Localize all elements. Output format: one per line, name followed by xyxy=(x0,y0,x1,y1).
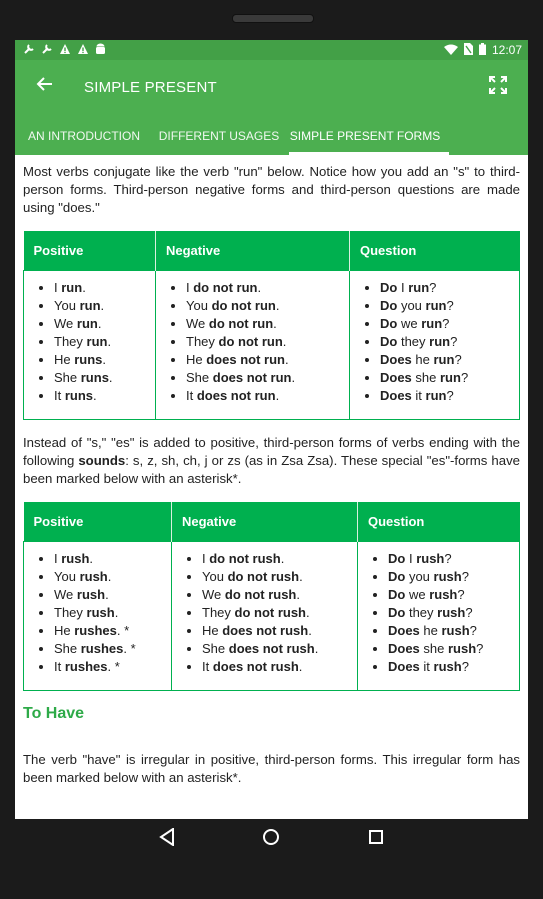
list-item xyxy=(388,568,513,586)
verb-form: does not run xyxy=(206,352,285,367)
word: . xyxy=(314,641,319,656)
list-item xyxy=(54,369,149,387)
status-bar xyxy=(15,40,528,60)
column-header: Positive xyxy=(24,231,156,271)
word: ? xyxy=(450,334,458,349)
verb-form: rush xyxy=(76,587,106,602)
verb-form: run xyxy=(433,352,455,367)
list-item xyxy=(186,351,343,369)
list-item xyxy=(54,622,165,640)
word: she xyxy=(411,370,440,385)
wrench-icon xyxy=(23,43,35,57)
word: . xyxy=(105,587,109,602)
verb-form: run xyxy=(425,298,447,313)
word: it xyxy=(419,659,434,674)
list-item xyxy=(54,351,149,369)
word: It xyxy=(54,388,65,403)
word: . * xyxy=(123,641,136,656)
list-item xyxy=(186,387,343,405)
verb-form: Do xyxy=(388,569,406,584)
list-item xyxy=(54,586,165,604)
list-item xyxy=(54,315,149,333)
battery-icon xyxy=(479,43,486,57)
verb-form: rush xyxy=(441,623,470,638)
word: . xyxy=(275,388,280,403)
list-item xyxy=(388,658,513,676)
verb-form: Does xyxy=(380,352,412,367)
verb-form: run xyxy=(79,298,101,313)
verb-form: runs xyxy=(74,352,103,367)
verb-form: Do xyxy=(388,605,406,620)
verb-form: run xyxy=(408,280,430,295)
verb-form: do not rush xyxy=(234,605,307,620)
word: She xyxy=(54,370,81,385)
verb-form: rush xyxy=(61,551,90,566)
word: we xyxy=(397,316,422,331)
word: . xyxy=(107,334,112,349)
verb-form: do not run xyxy=(208,316,274,331)
verb-form: Do xyxy=(388,551,406,566)
verb-form: do not run xyxy=(211,298,276,313)
word: It xyxy=(186,388,197,403)
article-content xyxy=(15,155,528,787)
nav-back-icon[interactable] xyxy=(159,828,175,851)
verb-form: run xyxy=(76,316,98,331)
list-item xyxy=(380,315,513,333)
word: We xyxy=(186,316,209,331)
word: she xyxy=(419,641,448,656)
word: He xyxy=(202,623,223,638)
word: We xyxy=(202,587,225,602)
list-item xyxy=(54,297,149,315)
word: She xyxy=(54,641,81,656)
verb-form: rush xyxy=(433,569,462,584)
word: ? xyxy=(442,316,450,331)
verb-form: Does xyxy=(380,370,412,385)
tab-an-introduction[interactable]: AN INTRODUCTION xyxy=(28,128,140,143)
word: . xyxy=(108,370,113,385)
verb-form: run xyxy=(429,334,451,349)
list-item xyxy=(380,387,513,405)
word: . xyxy=(284,352,289,367)
verb-form: Do xyxy=(388,587,406,602)
column-header: Positive xyxy=(24,502,172,542)
screen xyxy=(15,40,528,819)
word: They xyxy=(186,334,219,349)
word: I xyxy=(202,551,210,566)
word: You xyxy=(54,298,80,313)
positive-cell xyxy=(24,542,172,691)
list-item xyxy=(202,604,351,622)
word: . xyxy=(107,569,112,584)
tab-simple-present-forms[interactable]: SIMPLE PRESENT FORMS xyxy=(289,128,441,143)
word: They xyxy=(54,605,87,620)
word: . xyxy=(257,280,262,295)
word: you xyxy=(397,298,426,313)
word: I xyxy=(397,280,409,295)
es-paragraph xyxy=(23,434,520,488)
word: . xyxy=(97,316,102,331)
verb-form: run xyxy=(61,280,83,295)
word: You xyxy=(186,298,212,313)
verb-form: Do xyxy=(380,280,398,295)
verb-form: do not rush xyxy=(224,587,297,602)
word: we xyxy=(405,587,430,602)
word: ? xyxy=(444,551,452,566)
nav-home-icon[interactable] xyxy=(262,828,280,851)
word: . xyxy=(102,352,107,367)
verb-form: runs xyxy=(64,388,94,403)
word: you xyxy=(405,569,434,584)
column-header: Negative xyxy=(156,231,350,271)
verb-form: rush xyxy=(416,551,445,566)
list-item xyxy=(186,279,343,297)
list-item xyxy=(388,586,513,604)
es-paragraph-text: Instead of "s," "es" is added to positive, third-person forms of verbs ending with the following xyxy=(23,435,520,468)
verb-form: do not run xyxy=(193,280,258,295)
verb-form: Does xyxy=(380,388,412,403)
list-item xyxy=(186,297,343,315)
word: We xyxy=(54,316,77,331)
word: . * xyxy=(107,659,120,674)
word: . * xyxy=(116,623,130,638)
verb-form: does not run xyxy=(212,370,292,385)
word: He xyxy=(54,352,75,367)
list-item xyxy=(388,550,513,568)
conjugation-table-rush xyxy=(23,502,520,691)
verb-form: Does xyxy=(388,659,420,674)
word: . xyxy=(299,569,303,584)
verb-form: run xyxy=(439,370,461,385)
word: I xyxy=(54,280,62,295)
verb-form: rushes xyxy=(74,623,117,638)
word: He xyxy=(54,623,75,638)
intro-paragraph: Most verbs conjugate like the verb "run" below. Notice how you add an "s" to third-person forms. Third-person negative forms and third-person questions are made using "does." xyxy=(23,164,520,215)
word: ? xyxy=(465,605,473,620)
verb-form: run xyxy=(425,388,447,403)
verb-form: rush xyxy=(437,605,466,620)
app-bar xyxy=(15,60,528,116)
verb-form: Does xyxy=(388,623,420,638)
nav-recents-icon[interactable] xyxy=(368,829,384,850)
warning-icon xyxy=(77,43,89,57)
list-item xyxy=(380,351,513,369)
word: . xyxy=(93,388,97,403)
list-item xyxy=(186,333,343,351)
list-item xyxy=(202,550,351,568)
positive-cell xyxy=(24,271,156,420)
list-item xyxy=(388,622,513,640)
list-item xyxy=(54,387,149,405)
conjugation-table-run xyxy=(23,231,520,420)
negative-cell xyxy=(156,271,350,420)
word: . xyxy=(273,316,277,331)
list-item xyxy=(54,568,165,586)
word: I xyxy=(405,551,417,566)
word: . xyxy=(100,298,105,313)
word: . xyxy=(114,605,119,620)
word: ? xyxy=(461,569,469,584)
word: She xyxy=(202,641,229,656)
list-item xyxy=(202,568,351,586)
verb-form: Do xyxy=(380,334,398,349)
word: it xyxy=(411,388,426,403)
word: he xyxy=(411,352,434,367)
list-item xyxy=(54,333,149,351)
word: he xyxy=(419,623,442,638)
word: ? xyxy=(469,623,477,638)
word: . xyxy=(280,551,285,566)
tab-different-usages[interactable]: DIFFERENT USAGES xyxy=(158,128,280,143)
section-heading: To Have xyxy=(23,705,85,722)
verb-form: run xyxy=(86,334,108,349)
word: We xyxy=(54,587,77,602)
verb-form: rush xyxy=(86,605,115,620)
list-item xyxy=(202,640,351,658)
verb-form: Does xyxy=(388,641,420,656)
verb-form: does not rush xyxy=(212,659,299,674)
list-item xyxy=(54,550,165,568)
verb-form: does not run xyxy=(196,388,276,403)
list-item xyxy=(186,315,343,333)
word: . xyxy=(296,587,301,602)
word: ? xyxy=(461,659,469,674)
list-item xyxy=(54,640,165,658)
word: . xyxy=(282,334,287,349)
fullscreen-icon[interactable] xyxy=(488,75,508,95)
status-time: 12:07 xyxy=(491,43,522,57)
verb-form: do not rush xyxy=(227,569,300,584)
list-item xyxy=(388,640,513,658)
verb-form: does not rush xyxy=(228,641,315,656)
verb-form: rushes xyxy=(80,641,124,656)
device-speaker xyxy=(232,14,314,23)
word: ? xyxy=(460,370,469,385)
column-header: Question xyxy=(358,502,520,542)
word: . xyxy=(275,298,280,313)
word: You xyxy=(54,569,80,584)
verb-form: rush xyxy=(79,569,108,584)
list-item xyxy=(380,279,513,297)
word: It xyxy=(54,659,65,674)
word: . xyxy=(298,659,303,674)
word: . xyxy=(291,370,296,385)
word: She xyxy=(186,370,213,385)
word: ? xyxy=(429,280,437,295)
list-item xyxy=(202,586,351,604)
list-item xyxy=(388,604,513,622)
list-item xyxy=(54,658,165,676)
word: He xyxy=(186,352,207,367)
tab-indicator xyxy=(289,152,449,155)
list-item xyxy=(54,279,149,297)
verb-form: do not run xyxy=(218,334,283,349)
word: I xyxy=(186,280,194,295)
tab-bar xyxy=(15,116,528,155)
word: I xyxy=(54,551,62,566)
back-arrow-icon[interactable] xyxy=(35,74,55,98)
sounds-term: sounds xyxy=(78,453,126,468)
verb-form: Do xyxy=(380,316,398,331)
word: It xyxy=(202,659,213,674)
word: They xyxy=(54,334,87,349)
list-item xyxy=(380,297,513,315)
word: . xyxy=(306,605,310,620)
page-title: SIMPLE PRESENT xyxy=(84,79,217,96)
verb-form: rush xyxy=(447,641,477,656)
verb-form: does not rush xyxy=(222,623,309,638)
verb-form: do not rush xyxy=(209,551,281,566)
no-sim-icon xyxy=(464,43,473,57)
verb-form: rush xyxy=(433,659,462,674)
android-icon xyxy=(95,43,106,57)
es-paragraph-text: : s, z, sh, ch, j or zs (as in Zsa Zsa). These special "es"-forms have been marked below with an asterisk*. xyxy=(23,453,521,486)
warning-icon xyxy=(59,43,71,57)
verb-form: Do xyxy=(380,298,398,313)
verb-form: run xyxy=(421,316,443,331)
word: . xyxy=(308,623,312,638)
word: ? xyxy=(457,587,465,602)
wifi-icon xyxy=(444,44,458,57)
word: they xyxy=(405,605,438,620)
question-cell xyxy=(358,542,520,691)
verb-form: rush xyxy=(429,587,458,602)
word: they xyxy=(397,334,430,349)
verb-form: runs xyxy=(80,370,109,385)
list-item xyxy=(202,622,351,640)
list-item xyxy=(202,658,351,676)
word: ? xyxy=(446,298,454,313)
question-cell xyxy=(350,271,520,420)
list-item xyxy=(54,604,165,622)
column-header: Question xyxy=(350,231,520,271)
word: You xyxy=(202,569,228,584)
negative-cell xyxy=(172,542,358,691)
column-header: Negative xyxy=(172,502,358,542)
word: . xyxy=(89,551,94,566)
word: ? xyxy=(476,641,484,656)
verb-form: rushes xyxy=(64,659,108,674)
word: . xyxy=(82,280,86,295)
have-paragraph: The verb "have" is irregular in positive, third-person forms. This irregular form has been marked below with an asterisk*. xyxy=(23,752,520,785)
word: ? xyxy=(454,352,462,367)
wrench-icon xyxy=(41,43,53,57)
word: ? xyxy=(446,388,454,403)
navigation-bar xyxy=(15,819,528,860)
list-item xyxy=(380,333,513,351)
list-item xyxy=(186,369,343,387)
word: They xyxy=(202,605,235,620)
list-item xyxy=(380,369,513,387)
